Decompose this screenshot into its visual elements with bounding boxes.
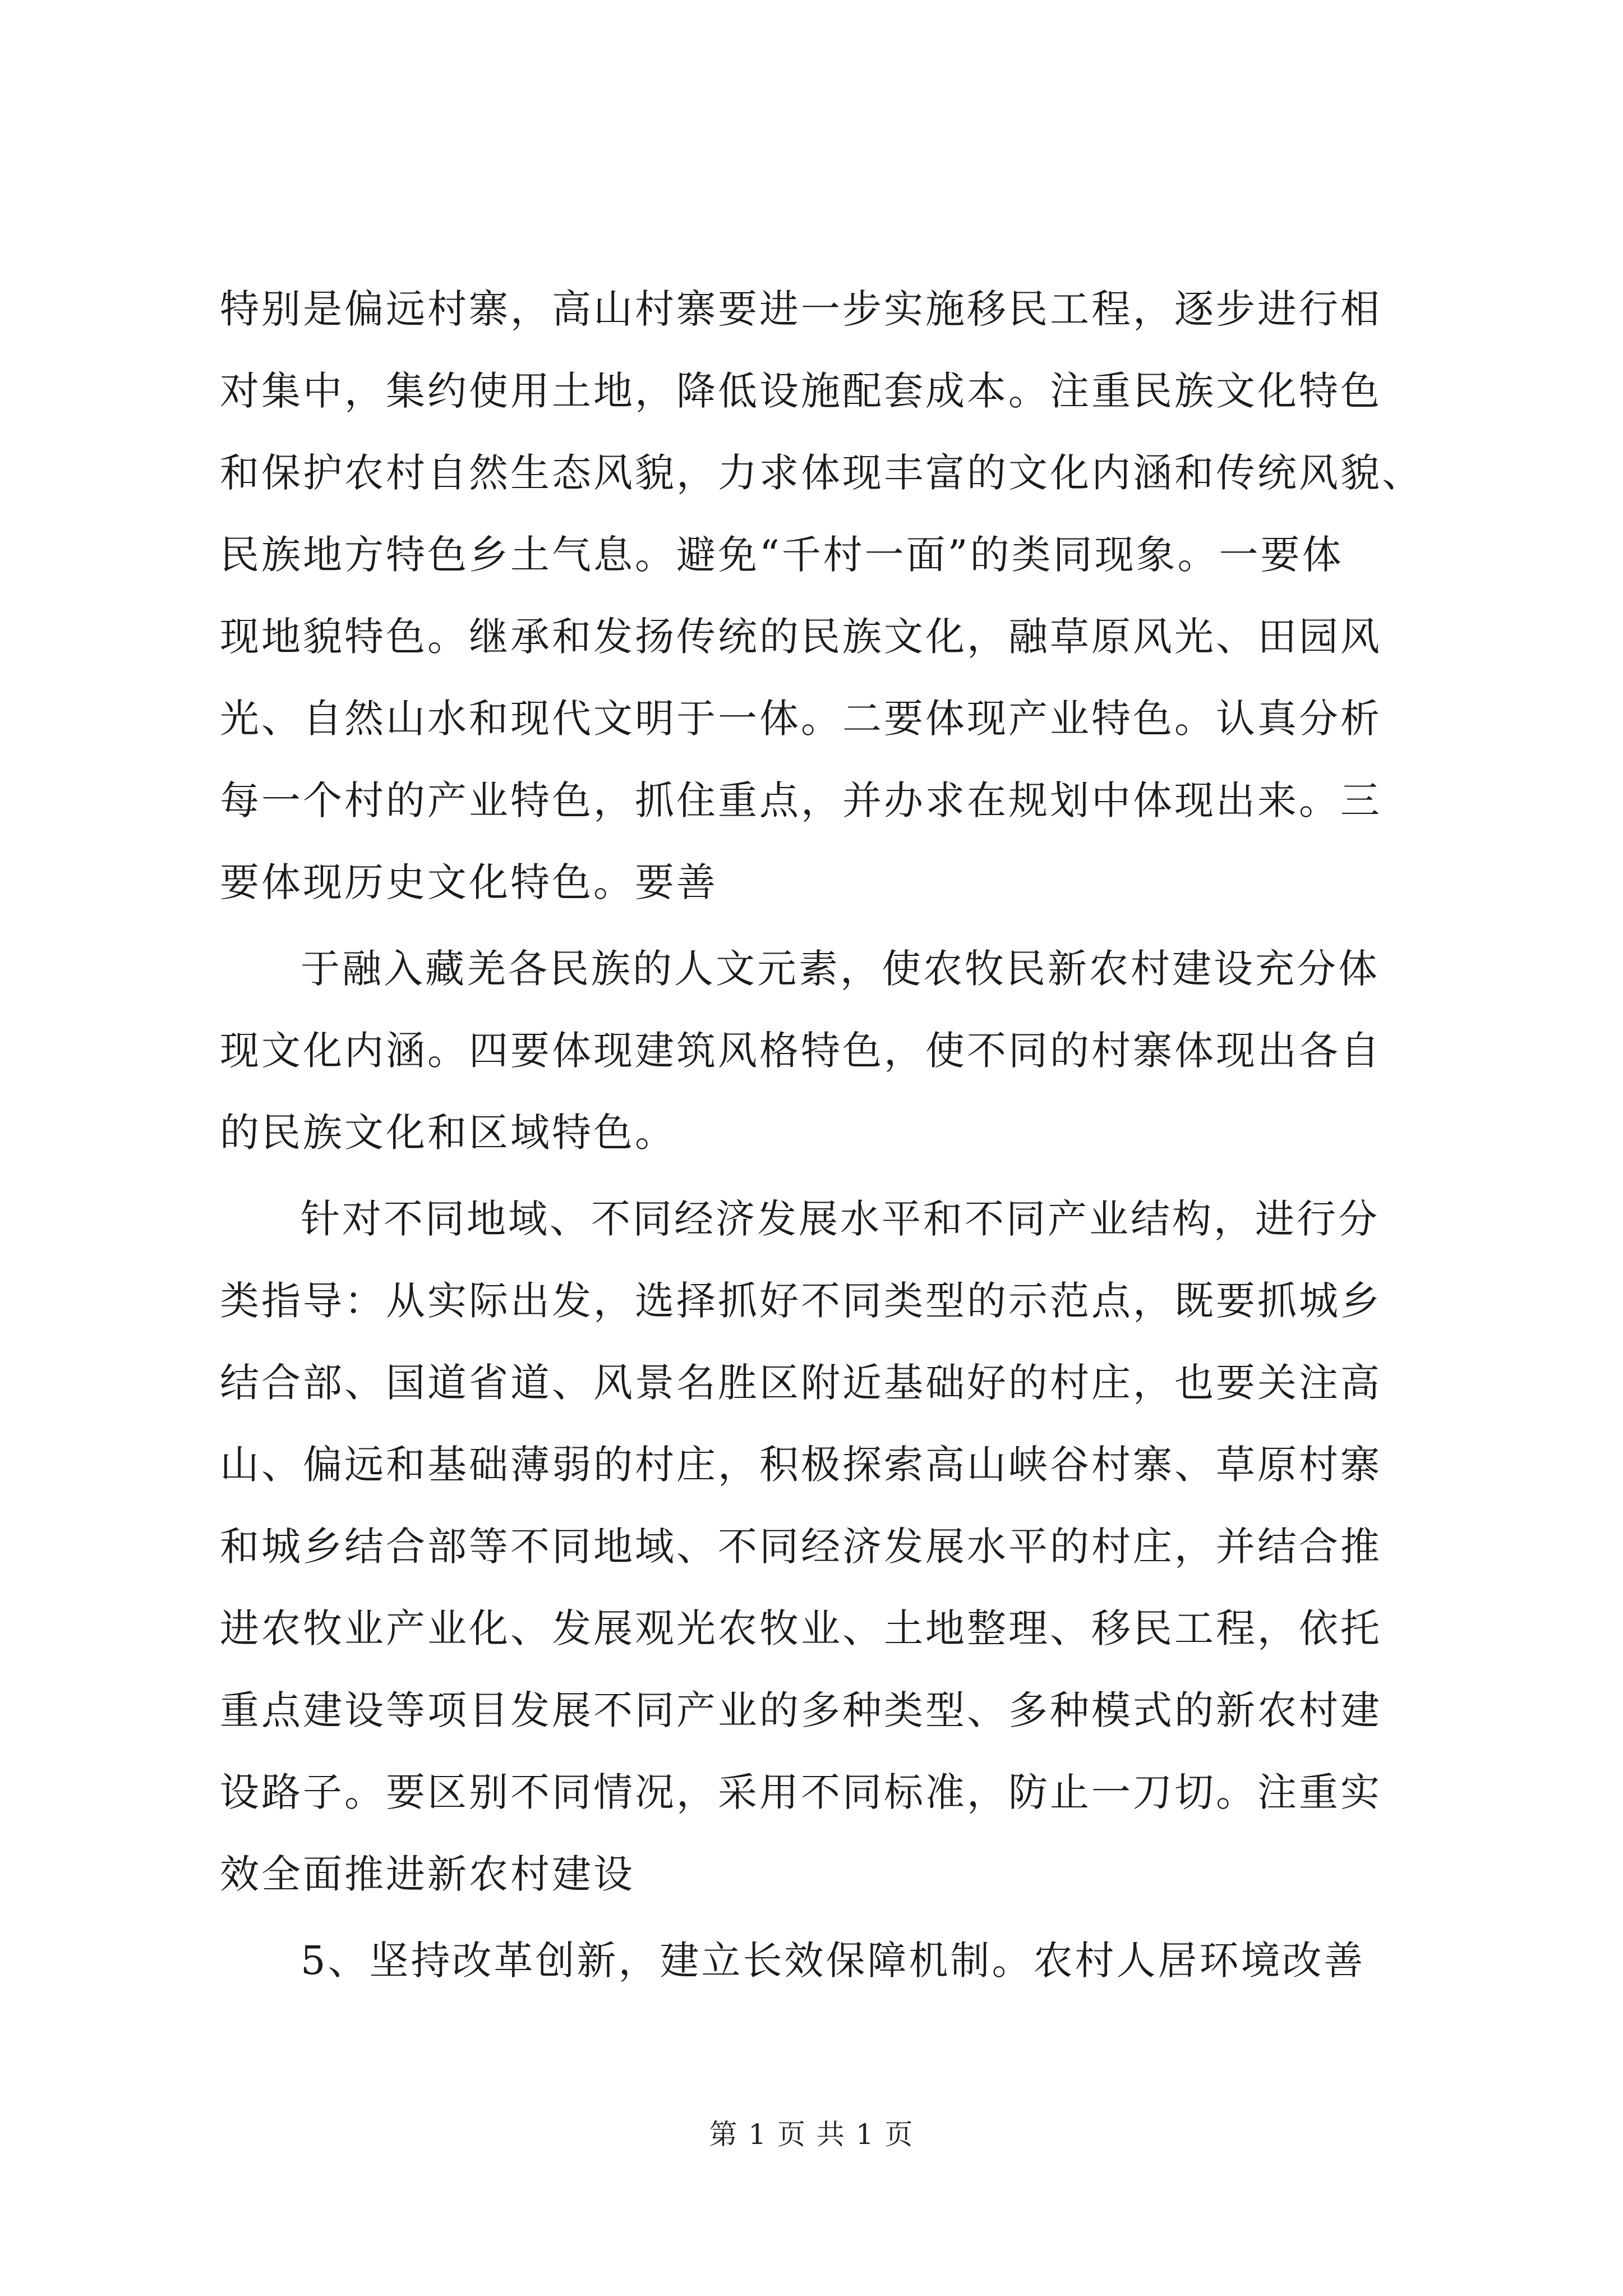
paragraph-first-line: 于融入藏羌各民族的人文元素，使农牧民新农村建设充分体 [301,946,1380,992]
text-line: 和城乡结合部等不同地域、不同经济发展水平的村庄，并结合推 [220,1524,1382,1570]
text-line: 山、偏远和基础薄弱的村庄，积极探索高山峡谷村寨、草原村寨 [220,1442,1382,1488]
text-line: 每一个村的产业特色，抓住重点，并办求在规划中体现出来。三 [220,777,1382,823]
text-line: 特别是偏远村寨，高山村寨要进一步实施移民工程，逐步进行相 [220,286,1382,332]
page-footer: 第 1 页 共 1 页 [709,2118,914,2151]
text-line: 现文化内涵。四要体现建筑风格特色，使不同的村寨体现出各自 [220,1028,1382,1074]
text-line: 的民族文化和区域特色。 [220,1110,676,1156]
text-line: 进农牧业产业化、发展观光农牧业、土地整理、移民工程，依托 [220,1605,1382,1651]
text-line: 和保护农村自然生态风貌，力求体现丰富的文化内涵和传统风貌、 [220,450,1423,496]
text-line: 结合部、国道省道、风景名胜区附近基础好的村庄，也要关注高 [220,1360,1382,1406]
text-line: 民族地方特色乡土气息。避免“千村一面”的类同现象。一要体 [220,532,1344,578]
text-line: 设路子。要区别不同情况，采用不同标准，防止一刀切。注重实 [220,1769,1382,1815]
document-body [220,268,1442,2001]
text-line: 要体现历史文化特色。要善 [220,859,718,905]
text-line: 类指导：从实际出发，选择抓好不同类型的示范点，既要抓城乡 [220,1278,1382,1324]
text-line: 效全面推进新农村建设 [220,1851,635,1897]
text-line: 光、自然山水和现代文明于一体。二要体现产业特色。认真分析 [220,696,1382,742]
paragraph-first-line: 5、坚持改革创新，建立长效保障机制。农村人居环境改善 [301,1938,1366,1984]
paragraph-first-line: 针对不同地域、不同经济发展水平和不同产业结构，进行分 [301,1196,1380,1242]
text-line: 对集中，集约使用土地，降低设施配套成本。注重民族文化特色 [220,368,1382,414]
text-line: 现地貌特色。继承和发扬传统的民族文化，融草原风光、田园风 [220,614,1382,660]
text-line: 重点建设等项目发展不同产业的多种类型、多种模式的新农村建 [220,1687,1382,1733]
